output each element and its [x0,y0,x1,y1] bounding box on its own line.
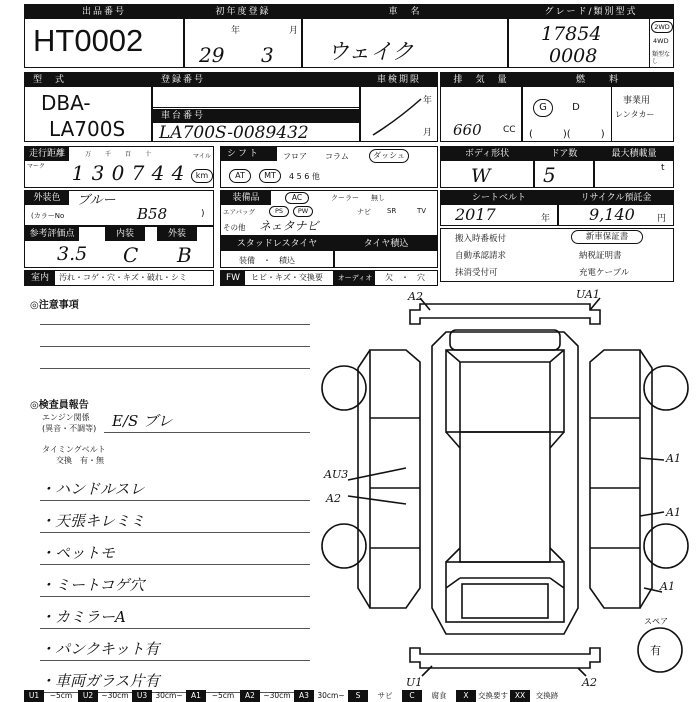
color-code-value: B58 [137,205,168,223]
legend-code: A1 [186,690,206,702]
engine-label-1: エンジン関係 [42,413,90,422]
diagram-label-au3-left: AU3 [324,468,349,481]
remark-item: ・ハンドルスレ [40,480,145,498]
body-box [440,146,534,188]
audio-items: 欠 ・ 穴 [385,273,425,282]
timing-swap: 交換 有・無 [56,456,104,465]
exterior-color-value: ブルー [77,193,116,208]
model-value-2: LA700S [49,117,126,141]
inspection-scribble [369,95,425,139]
shift-box [220,146,438,188]
first-registration-box [184,4,302,68]
notice-title: ◎注意事項 [30,300,79,311]
shift-dash: ダッシュ [369,149,409,163]
remark-line [40,500,310,501]
equip-other-label: その他 [223,223,246,232]
doors-value: 5 [543,163,556,187]
mileage-digit: 0 [111,161,125,185]
equip-none: 無し [371,194,385,202]
notice-line-1 [40,324,310,325]
first-registration-year: 29 [199,43,225,67]
remark-line [40,564,310,565]
recycle-unit: 円 [657,214,667,224]
fuel-gasoline: G [533,99,553,117]
shift-mt: MT [259,169,281,183]
legend-code: C [402,690,422,702]
audio-box [334,270,438,286]
lot-number-box [24,4,184,68]
rating-label: 参考評価点 [25,227,79,241]
remark-item: ・天張キレミミ [40,512,145,530]
diagram-label-a2-top: A2 [408,290,423,303]
interior-damage-items: 汚れ・コゲ・穴・キズ・破れ・シミ [59,273,187,282]
legend-meaning: ~30cm [101,691,129,700]
diagram-label-ua1-top: UA1 [576,288,600,301]
shift-at: AT [229,169,251,183]
remark-line [40,532,310,533]
interior-damage-label: 室内 [25,271,55,285]
shift-label: シフト [221,147,277,161]
legend-meaning: 交換跡 [535,691,559,700]
mileage-digit: 7 [131,161,145,185]
chassis-divider [153,107,359,108]
inspector-title: ◎検査員報告 [30,400,89,411]
fw-items: ヒビ・キズ・交換要 [251,273,323,282]
legend-code: A2 [240,690,260,702]
color-code-close: ) [201,209,205,219]
diagram-label-a2-bottom: A2 [582,676,597,689]
seatbelt-unit: 年 [541,214,551,224]
model-label: 型 式 [25,73,151,87]
diagram-label-a1-right-2: A1 [666,506,681,519]
doc-plate: 搬入時番板付 [455,234,507,244]
remark-item: ・ミートコゲ穴 [40,576,145,594]
engine-line [104,432,310,433]
equip-airbag: エアバッグ [223,208,255,216]
doors-box [534,146,594,188]
interior-label: 内装 [105,227,145,241]
engine-label-2: (異音・不調等) [42,424,97,433]
grade-value-1: 17854 [541,23,602,45]
remark-item: ・パンクキット有 [40,640,160,658]
diagram-label-a1-right-3: A1 [660,580,675,593]
diagram-label-u1-bottom: U1 [406,676,423,689]
rating-box [24,226,214,268]
engine-value: E/S ブレ [112,412,173,430]
exterior-color-box [24,190,214,226]
doc-deregistration: 抹消受付可 [455,268,498,278]
equip-other-value: ネェタナビ [259,219,319,233]
legend-meaning: ~5cm [49,691,73,700]
recycle-value: 9,140 [589,205,635,224]
business-use: 事業用 [623,96,651,106]
tire-load-box [334,236,438,268]
year-unit: 年 [231,26,241,36]
meter-label: マーク [27,163,46,170]
registration-box [152,72,360,142]
interior-damage-box [24,270,214,286]
legend-code: S [348,690,368,702]
mileage-digit: 1 [71,161,85,185]
legend-meaning: 交換要す [478,691,508,700]
doc-tax-certificate: 納税証明書 [579,251,622,261]
fw-box [220,270,334,286]
inspection-year-unit: 年 [423,96,433,106]
diagram-label-a1-right-1: A1 [666,452,681,465]
chassis-number-value: LA700S-0089432 [159,123,309,143]
fuel-use-divider [611,87,612,141]
studless-label: スタッドレスタイヤ [221,237,333,251]
lot-number-label: 出品番号 [25,5,183,19]
equipment-box [220,190,438,236]
mileage-digit: 4 [151,161,165,185]
legend-meaning: 30cm~ [155,691,183,700]
seatbelt-box [440,190,558,226]
equip-sr: SR [387,207,397,215]
fuel-label: 燃 料 [523,73,673,87]
mileage-digit: 4 [171,161,185,185]
inspection-box [360,72,438,142]
lot-number-value: HT0002 [33,23,144,58]
mileage-unit-km: km [191,169,213,183]
displacement-label: 排 気 量 [441,73,521,87]
exterior-label: 外装 [157,227,197,241]
rating-value: 3.5 [57,243,88,265]
fuel-diesel: D [572,102,580,113]
notice-line-3 [40,368,310,369]
spare-label: スペア [644,617,668,626]
grade-label: グレード/類別型式 [509,5,673,19]
grade-value-2: 0008 [549,45,598,67]
fw-label: FW [221,271,245,285]
equip-navi: ナビ [357,208,371,216]
displacement-unit: CC [503,125,516,135]
shift-gears: 4 5 6 他 [289,172,320,181]
capacity-box [594,146,674,188]
inspection-month-unit: 月 [423,128,433,138]
model-none: 類型なし [652,51,671,65]
doc-warranty: 新車保証書 [571,230,643,244]
car-name-value: ウェイク [327,40,414,65]
equipment-label: 装備品 [221,191,271,205]
month-unit: 月 [289,26,299,36]
recycle-box [558,190,674,226]
legend-code: U3 [132,690,152,702]
seatbelt-label: シートベルト [441,191,557,205]
fuel-box [522,72,674,142]
drive-4wd: 4WD [653,37,669,45]
shift-floor: フロア [283,152,307,161]
shift-column: コラム [325,152,349,161]
rental-car: レンタカー [615,110,655,119]
legend-meaning: ~30cm [263,691,291,700]
mileage-digit: 3 [91,161,105,185]
equip-ac: AC [285,192,309,204]
equip-pw: PW [293,206,313,217]
model-value-1: DBA- [41,91,91,115]
equip-ps: PS [269,206,289,217]
car-name-box [302,4,508,68]
mileage-box [24,146,214,188]
legend-meaning: ~5cm [211,691,235,700]
legend-meaning: 30cm~ [317,691,345,700]
legend-code: XX [510,690,530,702]
documents-box [440,228,674,282]
drive-2wd: 2WD [651,21,673,33]
audio-label: オーディオ [335,271,375,285]
mileage-label: 走行距離 [25,147,69,161]
chassis-number-label: 車台番号 [153,109,359,123]
model-box [24,72,152,142]
studless-options: 装備 ・ 積込 [239,256,295,265]
remark-line [40,660,310,661]
remark-line [40,596,310,597]
car-damage-diagram [310,288,700,690]
color-code-label: (カラーNo [31,212,65,220]
timing-label: タイミングベルト [42,445,106,454]
spare-value: 有 [650,644,661,657]
legend-meaning: 腐食 [431,691,447,700]
displacement-value: 660 [453,121,482,139]
grade-box [508,4,674,68]
car-name-label: 車 名 [303,5,507,19]
body-label: ボディ形状 [441,147,533,161]
studless-box [220,236,334,268]
exterior-value: B [177,243,192,267]
recycle-label: リサイクル預託金 [559,191,673,205]
exterior-color-label: 外装色 [25,191,69,205]
notice-line-2 [40,346,310,347]
legend-meaning: サビ [377,691,393,700]
displacement-box [440,72,522,142]
legend-code: U2 [78,690,98,702]
fuel-bracket-1: ( )( ) [529,129,605,140]
legend-code: U1 [24,690,44,702]
legend-code: A3 [294,690,314,702]
doc-auto-approval: 自動承認請求 [455,251,507,261]
registration-number-label: 登録番号 [153,73,359,87]
doc-charge-cable: 充電ケーブル [579,268,630,278]
equip-tv: TV [417,207,427,215]
remark-item: ・ペットモ [40,544,116,562]
equip-cooler: クーラー [331,194,359,202]
mileage-unit-mile: マイル [193,153,211,160]
capacity-label: 最大積載量 [595,147,673,161]
capacity-unit: t [661,163,665,173]
remark-line [40,628,310,629]
tire-load-label: タイヤ積込 [335,237,437,251]
interior-value: C [123,243,139,267]
remark-item: ・カミラーA [40,608,126,626]
first-registration-label: 初年度登録 [185,5,301,19]
doors-label: ドア数 [535,147,593,161]
first-registration-month: 3 [261,43,274,67]
seatbelt-value: 2017 [455,205,496,224]
mileage-place-labels: 万千百十 [85,151,166,158]
remark-item: ・車両ガラス片有 [40,672,160,690]
legend-code: X [456,690,476,702]
diagram-label-a2-left: A2 [326,492,341,505]
inspection-label: 車検期限 [361,73,437,87]
body-value: W [471,165,491,187]
